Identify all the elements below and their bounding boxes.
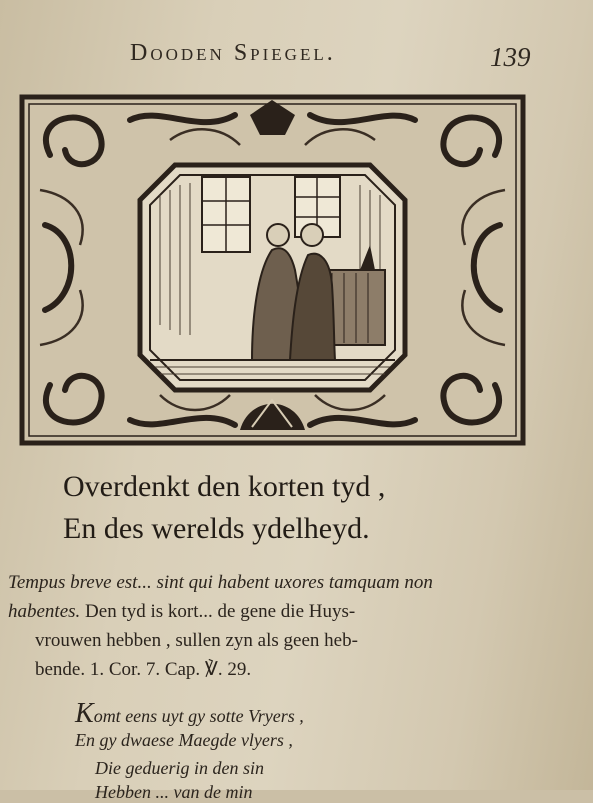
latin-quote-end: habentes.	[8, 601, 81, 622]
prose-line-2	[8, 597, 528, 627]
woodcut-illustration	[20, 95, 525, 445]
motto-line-1: Overdenkt den korten tyd ,	[63, 470, 386, 503]
prose-line-3: vrouwen hebben , sullen zyn als geen heb-	[35, 630, 358, 651]
dutch-translation-start: Den tyd is kort... de gene die Huys-	[80, 601, 356, 622]
verse-initial: K	[75, 698, 94, 729]
motto-line-2: En des werelds ydelheyd.	[63, 512, 370, 545]
verse-line-2: En gy dwaese Maegde vlyers ,	[75, 730, 293, 750]
scripture-reference: bende. 1. Cor. 7. Cap. ℣. 29.	[35, 659, 252, 680]
verse-line-1	[75, 698, 304, 730]
verse-line-1-rest: omt eens uyt gy sotte Vryers ,	[93, 706, 304, 726]
verse-line-3: Die geduerig in den sin	[95, 758, 264, 778]
verse-line-4: Hebben ... van de min	[95, 782, 253, 802]
latin-quote-line-1: Tempus breve est... sint qui habent uxores tamquam non	[8, 572, 433, 593]
running-title: Dooden Spiegel.	[130, 40, 336, 66]
page-number: 139	[490, 42, 531, 72]
